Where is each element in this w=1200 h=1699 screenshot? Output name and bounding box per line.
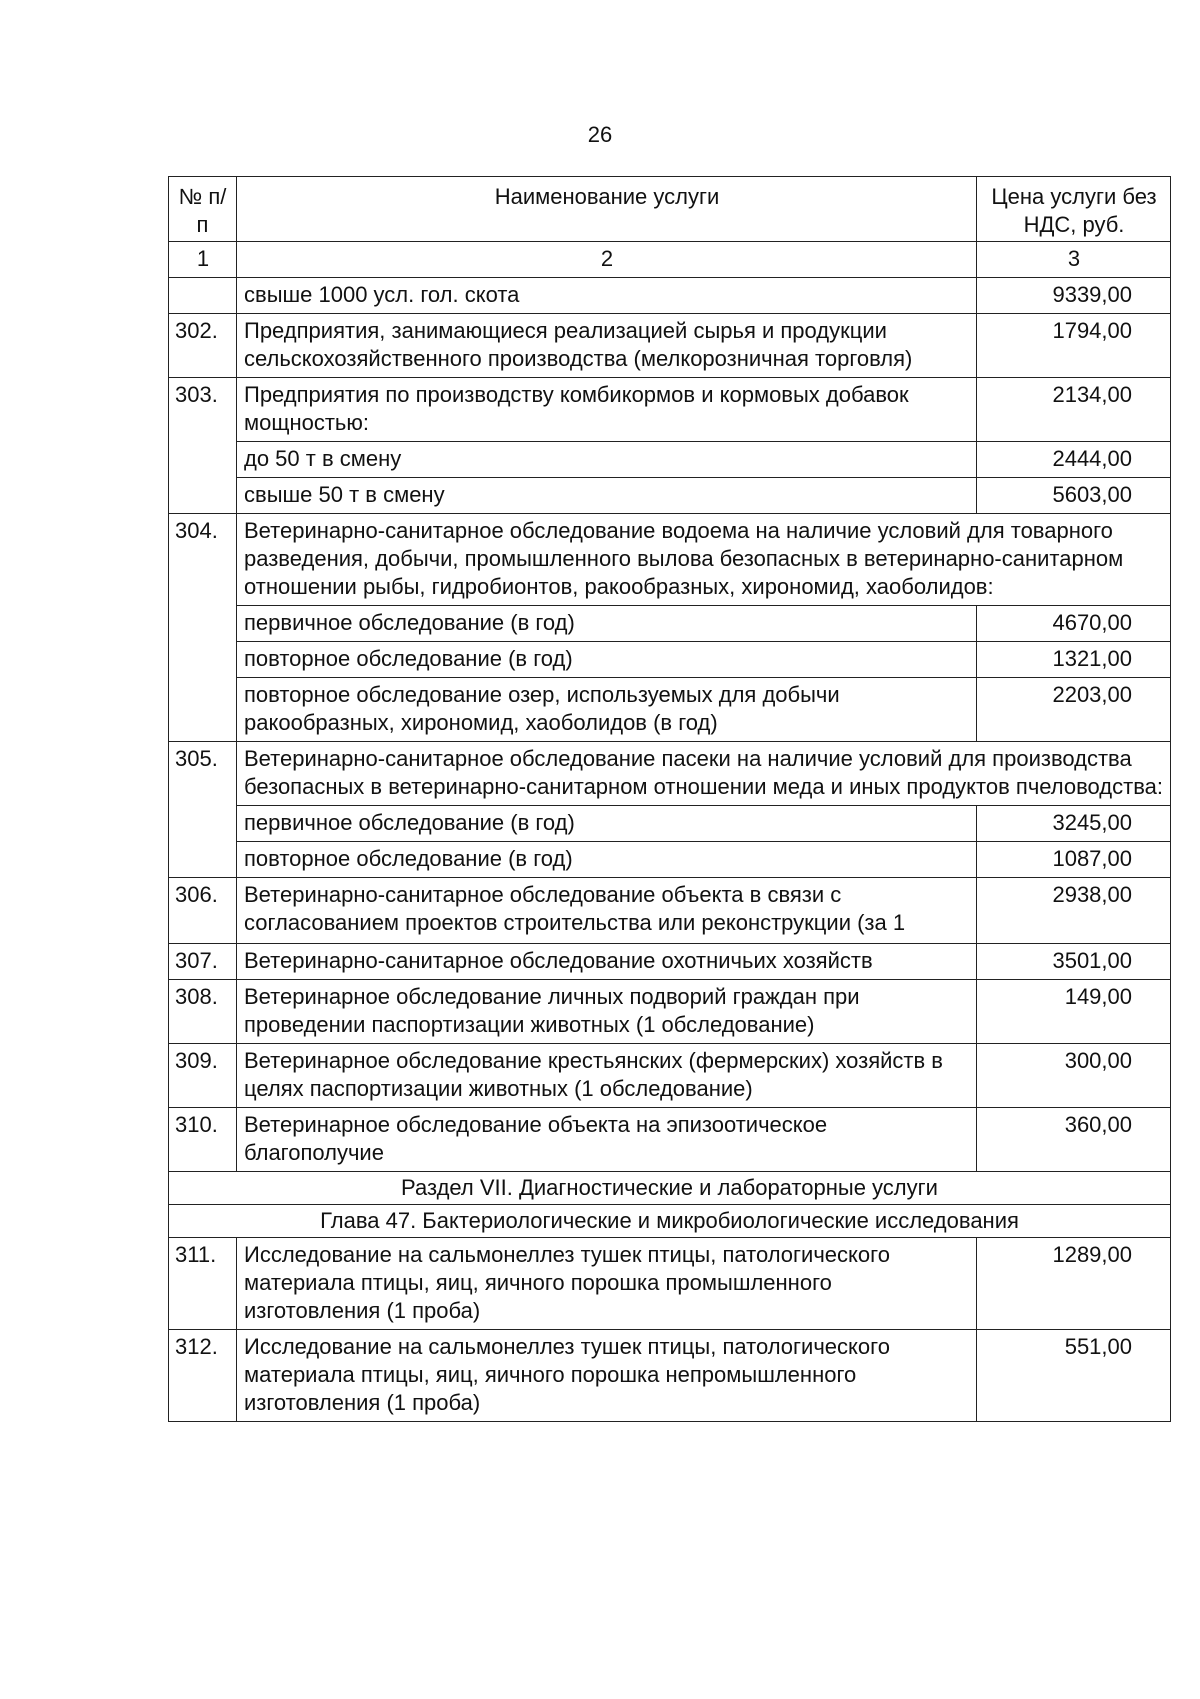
row-price: 1321,00 [977, 642, 1171, 678]
row-num: 308. [169, 980, 237, 1044]
row-price: 2444,00 [977, 442, 1171, 478]
table-row [169, 1108, 1171, 1172]
row-num: 306. [169, 878, 237, 944]
header-name: Наименование услуги [237, 177, 977, 242]
row-name: Ветеринарно-санитарное обследование охотничьих хозяйств [237, 944, 977, 980]
row-name: первичное обследование (в год) [237, 606, 977, 642]
row-num: 303. [169, 378, 237, 514]
row-num: 307. [169, 944, 237, 980]
section-heading: Раздел VII. Диагностические и лабораторные услуги [169, 1172, 1171, 1205]
row-price: 9339,00 [977, 278, 1171, 314]
row-price: 1794,00 [977, 314, 1171, 378]
row-num: 302. [169, 314, 237, 378]
table-row [169, 678, 1171, 742]
row-price: 2938,00 [977, 878, 1171, 944]
row-price: 3245,00 [977, 806, 1171, 842]
table-row [169, 944, 1171, 980]
row-name: Ветеринарное обследование крестьянских (фермерских) хозяйств в целях паспортизации животных (1 обследование) [237, 1044, 977, 1108]
row-price: 5603,00 [977, 478, 1171, 514]
row-name [237, 878, 977, 944]
page-number: 26 [587, 122, 613, 147]
row-price: 1289,00 [977, 1238, 1171, 1330]
table-row [169, 1330, 1171, 1422]
table-row [169, 378, 1171, 442]
row-price: 1087,00 [977, 842, 1171, 878]
row-num: 310. [169, 1108, 237, 1172]
row-name: Ветеринарно-санитарное обследование водоема на наличие условий для товарного разведения, добычи, промышленного вылова безопасных в ветеринарно-санитарном отношении рыбы, гидробионтов, ракообразных, хирономид, хаоболидов: [237, 514, 1171, 606]
column-number: 3 [977, 242, 1171, 278]
table-row [169, 606, 1171, 642]
chapter-heading-row [169, 1205, 1171, 1238]
table-row [169, 642, 1171, 678]
row-name: Ветеринарно-санитарное обследование пасеки на наличие условий для производства безопасных в ветеринарно-санитарном отношении меда и иных продуктов пчеловодства: [237, 742, 1171, 806]
row-name: Предприятия по производству комбикормов и кормовых добавок мощностью: [237, 378, 977, 442]
row-num: 304. [169, 514, 237, 742]
table-row [169, 314, 1171, 378]
row-num [169, 278, 237, 314]
price-table [168, 176, 1171, 1422]
row-name: до 50 т в смену [237, 442, 977, 478]
row-name: Ветеринарное обследование личных подворий граждан при проведении паспортизации животных (1 обследование) [237, 980, 977, 1044]
row-price: 551,00 [977, 1330, 1171, 1422]
row-price: 4670,00 [977, 606, 1171, 642]
row-name: свыше 1000 усл. гол. скота [237, 278, 977, 314]
row-price: 300,00 [977, 1044, 1171, 1108]
row-price: 360,00 [977, 1108, 1171, 1172]
row-name: Исследование на сальмонеллез тушек птицы, патологического материала птицы, яиц, яичного порошка промышленного изготовления (1 проба) [237, 1238, 977, 1330]
column-number: 1 [169, 242, 237, 278]
row-name: первичное обследование (в год) [237, 806, 977, 842]
row-name-text: Ветеринарно-санитарное обследование объекта в связи с согласованием проектов строительства или реконструкции (за 1 [244, 882, 906, 935]
table-row [169, 742, 1171, 806]
section-heading-row [169, 1172, 1171, 1205]
row-name: повторное обследование (в год) [237, 842, 977, 878]
row-num: 312. [169, 1330, 237, 1422]
row-num: 309. [169, 1044, 237, 1108]
chapter-heading: Глава 47. Бактериологические и микробиологические исследования [169, 1205, 1171, 1238]
table-row [169, 878, 1171, 944]
row-price: 2203,00 [977, 678, 1171, 742]
header-price: Цена услуги без НДС, руб. [977, 177, 1171, 242]
table-row [169, 980, 1171, 1044]
table-row [169, 514, 1171, 606]
table-row [169, 806, 1171, 842]
table-row [169, 442, 1171, 478]
table-row [169, 478, 1171, 514]
column-numbers-row [169, 242, 1171, 278]
row-num: 305. [169, 742, 237, 878]
row-price: 149,00 [977, 980, 1171, 1044]
row-name: Предприятия, занимающиеся реализацией сырья и продукции сельскохозяйственного производства (мелкорозничная торговля) [237, 314, 977, 378]
header-num: № п/п [169, 177, 237, 242]
row-name: Исследование на сальмонеллез тушек птицы, патологического материала птицы, яиц, яичного порошка непромышленного изготовления (1 проба) [237, 1330, 977, 1422]
row-price: 3501,00 [977, 944, 1171, 980]
row-name: свыше 50 т в смену [237, 478, 977, 514]
table-row [169, 1238, 1171, 1330]
row-name: повторное обследование озер, используемых для добычи ракообразных, хирономид, хаоболидов (в год) [237, 678, 977, 742]
table-row [169, 1044, 1171, 1108]
column-number: 2 [237, 242, 977, 278]
table-row [169, 842, 1171, 878]
row-price: 2134,00 [977, 378, 1171, 442]
row-num: 311. [169, 1238, 237, 1330]
row-name: Ветеринарное обследование объекта на эпизоотическое благополучие [237, 1108, 977, 1172]
row-name: повторное обследование (в год) [237, 642, 977, 678]
table-row [169, 278, 1171, 314]
table-header-row [169, 177, 1171, 242]
